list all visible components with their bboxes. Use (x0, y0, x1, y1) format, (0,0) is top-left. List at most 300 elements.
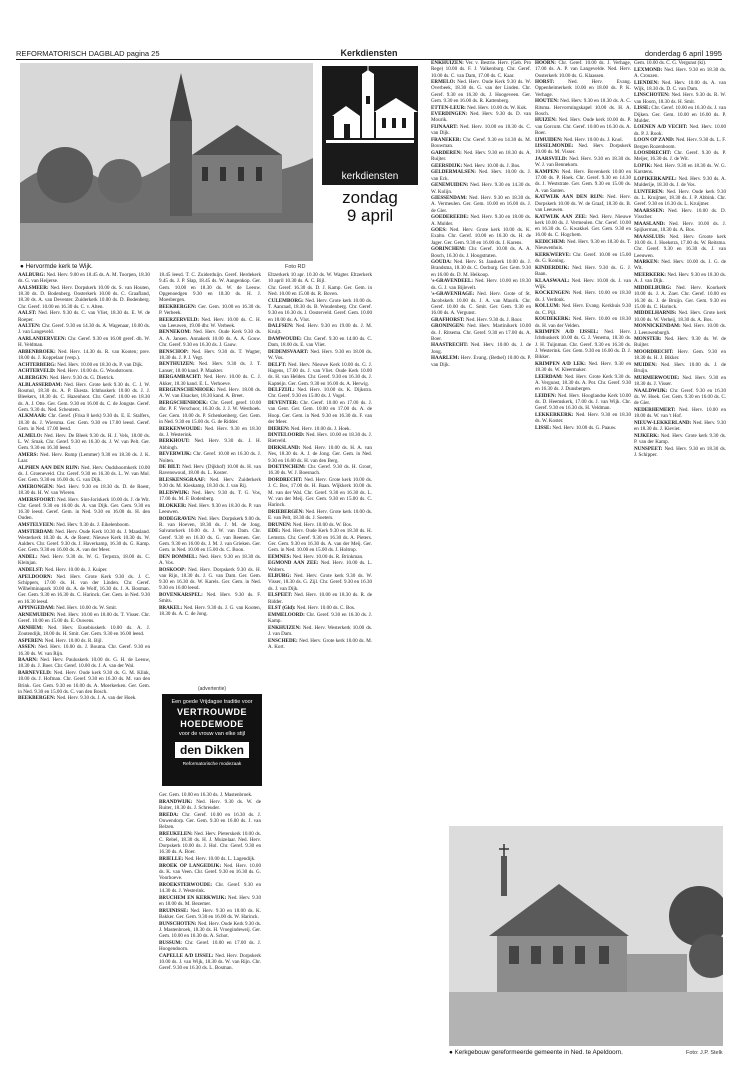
listing-services: Ned. Herv. 10.00 ds. P. J. Rook. (634, 124, 726, 137)
listing-services: Ned. Herv. 10.00 en 18.30 ds. G. J. van Bijlevelt. (431, 278, 531, 291)
ad-intro: Een goede Vrijdagse traditie voor (171, 699, 253, 705)
listing-services: Ned. Herv. 10.00 ds. W. Kok. (467, 104, 528, 111)
listing-services: Chr. Geref. 10.00 en 17.00 ds. J. van Gent. Ger. Gem. 10.00 en 17.00 ds. A. de Hoop. Ger. Gem. in Ned. 9.30 en 16.30 ds. F. van der Meer. (268, 400, 372, 425)
church-listing-entry (18, 529, 150, 554)
listing-place: LUNTEREN: (634, 188, 665, 195)
church-listing-entry (18, 644, 150, 657)
church-photo-apeldoorn (449, 826, 723, 1046)
church-listing-entry (535, 214, 631, 239)
listing-services: Ned. Herv. Bovenkerk 10.00 en 17.00 ds. P. Hoek. Chr. Geref. 9.30 en 14.30 ds. J. Weststrate. Ger. Gem. 9.30 en 15.00 ds. A. van Santen. (535, 168, 631, 194)
listing-services: Chr. Geref. 10.00 en 16.30 ds. J. Ouwendorp. Ger. Gem. 9.30 en 16.00 ds. J. van Belzen. (159, 811, 261, 831)
listing-place: ACHTERBERG: (18, 361, 56, 368)
listing-services: Ned. Herv. Grote kerk 9.30 ds. W. Visser, 18.30 ds. G. Zijl. Chr. Geref. 9.30 en 16.30 ds. J. van Dijk. (268, 573, 372, 592)
listing-place: GIESSENDAM: (431, 195, 467, 202)
church-listing-entry (18, 336, 150, 349)
listing-services: Ned. Herv. 9.30 en 18.30 ds. W. G. Karstens. (634, 163, 726, 176)
listing-place: DE BILT: (159, 464, 181, 471)
church-listing-entry (634, 285, 726, 310)
listing-place: DEDEMSVAART: (268, 348, 309, 355)
church-listing-entry (159, 605, 261, 618)
listing-services: Chr. Geref. 9.30 en 14.30 ds. J. Westerink. (159, 881, 261, 895)
listing-place: AMSTERDAM: (18, 528, 54, 535)
church-listing-entry (159, 387, 261, 400)
church-listing-entry (159, 882, 261, 895)
listing-services: Ned. Herv. Ichthuskerk 10.00 ds. G. J. Venema, 18.30 ds. J. H. Tuijnman. Chr. Geref. 9.30 en 16.30 ds. J. Westerink. Ger. Gem. 9.30 en 16.00 ds. D. J. Bikker. (535, 329, 631, 361)
listing-services: Ned. Herv. 10.00 ds. J. Bouma. Chr. Geref. 9.30 en 16.30 ds. W. van Rijn. (18, 644, 150, 657)
listing-services: Ger. Gem. 10.00 en 16.30 ds. J. Mastenbroek. (159, 792, 253, 798)
listing-services: Ned. Herv. Evang. Oppenheimerkerk 10.00 en 18.00 ds. P. K. Verhage. (535, 79, 631, 98)
listing-services: Ned. Herv. Pauluskerk 10.00 ds. G. H. de Leeuw, 18.30 ds. J. Boer. Chr. Geref. 10.00 ds. J. A. van der Wal. (18, 657, 150, 670)
church-listing-entry (431, 169, 531, 182)
listing-place: MUIDEN: (634, 361, 657, 368)
church-listing-entry (268, 554, 372, 560)
listing-services: Ned. Herv. Oudshoornkerk 10.00 ds. J. Groeneveld. Chr. Geref. 9.30 en 16.30 ds. L. W. van Mol. Ger. Gem. 9.30 en 16.00 ds. G. van Dijk. (18, 464, 150, 484)
listing-services: Ver. v. Bestrie. Herv. (Geb. Pro Rege) 10.00 ds. F. J. Valkenburg. Chr. Geref. 10.00 ds. C. van Dam, 17.00 ds. C. Kaar. (431, 60, 531, 79)
listing-place: MURMERWOUDE: (634, 374, 680, 381)
listing-place: GELDERMALSEN: (431, 169, 477, 176)
church-listing-entry (634, 446, 726, 459)
listing-place: ENSCHEDE: (268, 637, 298, 644)
listing-services: Ned. Herv. 10.00 ds. J. Leeuwenburgh. (634, 323, 726, 336)
listing-place: BRUCHEM EN KERKWIJK: (159, 894, 227, 901)
church-listing-entry (535, 194, 631, 213)
listing-place: GARDEREN: (431, 149, 462, 156)
bottom-photo-credit: Foto: J.P. Stelk (686, 1050, 723, 1056)
church-listing-entry (159, 464, 261, 477)
listing-place: MAARSSEN: (634, 208, 665, 215)
listing-services: Ned. Herv. 10.00 ds. L. Wolters. (268, 560, 372, 573)
listing-place: BEEKBERGEN: (159, 303, 197, 310)
church-listing-entry (268, 573, 372, 592)
listing-services: Chr. Geref. 10.00 en 16.30 ds. J. van Dijken. Ger. Gem. 10.00 en 16.00 ds. P. Mulder. (634, 105, 726, 124)
listing-services: Ned. Herv. 10.00 ds. G. Woudstroom. (56, 368, 134, 375)
listing-place: BLESKENSGRAAF: (159, 477, 206, 484)
listing-services: Ned. Herv. 9.30 en 18.30 ds. A. Vermeulen. Ger. Gem. 10.00 en 16.00 ds. J. de Gier. (431, 195, 531, 214)
church-listing-entry (268, 560, 372, 573)
listing-place: KOLLUM: (535, 303, 560, 310)
listing-place: BERGSCHENHOEK: (159, 400, 208, 407)
church-listing-entry (159, 921, 261, 940)
listing-place: DEN BOMMEL: (159, 553, 198, 560)
listing-place: KOUDEKERK: (535, 316, 571, 323)
listing-services: Ned. Herv. 9.30 ds. A. Mulderije, 18.30 ds. J. de Vos. (634, 176, 726, 189)
listing-place: ETTEN-LEUR: (431, 104, 466, 111)
church-listing-entry (159, 400, 261, 425)
listing-place: ELST (Gld): (268, 605, 296, 612)
church-listing-entry (268, 522, 372, 528)
listing-services: Ned. Herv. 9.30 ds. J. A. van der Hoek. (56, 695, 137, 702)
church-listing-entry (535, 361, 631, 374)
listing-services: Ned. Herv. 10.00 ds. D. Visscher. (634, 208, 726, 221)
listing-services: Ned. Herv. Westerkerk 10.00 ds. J. van Dam. (268, 624, 372, 637)
listing-services: Ned. Herv. 9.30 en 18.30 ds. A. Ruijter. (431, 149, 531, 163)
kerkdiensten-logo (322, 66, 418, 168)
listing-column-2-top (159, 272, 261, 682)
church-listing-entry (18, 465, 150, 484)
listing-services: Chr. Geref. 9.30 en 16.30 ds. W. Hoek. Ger. Gem. 9.30 en 16.00 ds. C. de Gier. (634, 387, 726, 407)
church-listing-entry (634, 336, 726, 349)
listing-services: Ned. Herv. 10.00 en 18.30 ds. C. van Dijk. (431, 124, 531, 137)
church-listing-entry (159, 792, 261, 798)
listing-place: BREDA: (159, 811, 179, 818)
listing-services: Ned. Herv. 10.00 ds. J. van Wijk. (535, 277, 631, 290)
listing-place: BREUKELEN: (159, 830, 193, 837)
listing-services: Ned. Herv. 10.00 ds. A. van Wijk, 18.30 ds. D. C. van Dam. (634, 79, 726, 92)
listing-services: Chr. Geref. 9.30 en 16.00 geref. dh. W. H. Veldman. (18, 336, 150, 349)
church-listing-entry (268, 272, 372, 285)
newspaper-pagination: REFORMATORISCH DAGBLAD pagina 25 (16, 49, 160, 58)
listing-place: BLEISWIJK: (159, 489, 190, 496)
listing-services: Herv. Gem. 9.30 en 18.30 ds. H. J. Bikker. (634, 349, 726, 362)
church-listing-entry (535, 316, 631, 329)
listing-services: Ned. Herv. Oude kerk 9.30 ds. G. M. Klink, 18.00 ds. J. Hofman. Chr. Geref. 9.30 en 16.30 ds. M. van den Brink. Ger. Gem. 9.30 en 16.00 ds. A. Moerkerken. Ger. Gem. in Ned. 9.30 en 15.00 ds. C. van den Bosch. (18, 670, 150, 695)
listing-place: ASPEREN: (18, 637, 44, 644)
listing-services: Chr. Geref. 16.30 ds. D. J. Kamp. Ger. Gem. in Ned. 10.00 en 15.00 ds. R. Boven. (268, 284, 372, 298)
listing-services: Ned. Herv. 10.00 ds. R. Bijl. (44, 637, 103, 644)
church-listing-entry (634, 124, 726, 137)
church-listing-entry (18, 349, 150, 362)
listing-place: AMERS: (18, 451, 39, 458)
church-listing-entry (18, 272, 150, 285)
church-listing-entry (634, 310, 726, 323)
church-apeldoorn-illustration (449, 826, 723, 1046)
listing-services: Ned. Herv. Pieterskerk 10.00 ds. C. Rebel, 18.30 ds. H. J. Muizelaar. Ned. Herv. Dorpskerk 10.00 ds. J. Hol. Chr. Geref. 9.30 en 16.30 ds. A. Boer. (159, 830, 261, 856)
church-listing-entry (18, 554, 150, 567)
church-listing-entry (268, 426, 372, 432)
church-listing-entry (634, 189, 726, 208)
listing-services: Ned. Herv. 10.00 en 18.30 ds. R. de Ridder. (268, 592, 372, 605)
church-listing-entry (634, 375, 726, 388)
church-listing-entry (634, 208, 726, 221)
listing-services: Ned. Herv. 9.30 ds. L. F. Bergen Rozenboom. (634, 137, 726, 150)
church-listing-entry (431, 163, 531, 169)
listing-services: Ned. Herv. 10.00 en 18.30 ds. H. van der Velden. (535, 316, 631, 329)
church-listing-entry (634, 420, 726, 433)
listing-place: EMMELOORD: (268, 611, 305, 618)
listing-services: Chr. Geref. 9.30 en 14.00 ds. C. Dam, 18.00 ds. E. van Vliet. (268, 336, 372, 349)
listing-place: AMSTELVEEN: (18, 522, 55, 528)
listing-place: ALBERGEN: (18, 375, 49, 382)
listing-services: Ned. Herv. 10.00 ds. J. Hoek. (290, 425, 351, 432)
church-listing-entry (535, 412, 631, 425)
listing-services: Ned. Herv. 14.30 ds. R. van Kooten; prev. 18.00 ds. J. Koppelaar (vesp.). (18, 348, 150, 362)
listing-services: Ned. Herv. 10.00 en 18.30 ds. J. Rietveld. (268, 432, 372, 445)
listing-place: MAASLAND: (634, 220, 666, 227)
church-listing-entry (634, 234, 726, 259)
church-listing-entry (159, 554, 261, 567)
listing-services: Chr. Geref. 9.30 en 16.30 ds. J. Kamp. (268, 611, 372, 625)
church-listing-entry (634, 388, 726, 407)
listing-services: Ned. Herv. Grote kerk 10.00 ds. E. van Pelt, 18.30 ds. J. Soeters. (268, 508, 372, 521)
listing-place: APPINGEDAM: (18, 605, 55, 612)
listing-services: Gem. 10.00 ds. C. G. Vergunst (ki). (634, 60, 707, 66)
listing-place: GENEMUIDEN: (431, 182, 469, 189)
listing-place: ELBURG: (268, 573, 292, 580)
listing-place: ENKHUIZEN: (431, 60, 464, 66)
church-listing-entry (535, 303, 631, 316)
listing-services: Ned. Herv. Zuiderkerk 9.30 ds. M. Kieskamp, 18.30 ds. J. van Rij. (159, 477, 261, 490)
church-listing-entry (268, 432, 372, 445)
listing-services: Ned. Herv. 10.00 ds. L. Lagendijk. (184, 856, 256, 863)
listing-services: Ned. Herv. Oude Kerk 9.30 ds. A. A. Jansen. Annakerk 10.00 ds. A. A. Gouw. Chr. Geref. 9.30 en 16.30 ds. J. Gauw. (159, 329, 261, 348)
church-listing-entry (634, 163, 726, 176)
listing-place: HORST: (535, 79, 555, 86)
church-listing-entry (535, 329, 631, 360)
listing-services: Ned. Herv. Grote kerk 10.00 ds. J. C. Bos, 17.00 ds. H. Baan. Wijkkerk 10.00 ds. M. van der Wal. Chr. Geref. 9.30 en 16.30 ds. L. W. van der Meij. Ger. Gem. 9.30 en 15.00 ds. C. Harinck. (268, 477, 372, 509)
church-listing-entry (268, 298, 372, 323)
listing-place: DRIEBERGEN: (268, 508, 304, 515)
church-listing-entry (431, 182, 531, 195)
church-listing-entry (18, 310, 150, 323)
church-listing-entry (634, 80, 726, 93)
listing-services: Ned. Herv. 9.30 en 18.30 ds. A. Crouzen. (634, 66, 726, 79)
listing-place: BODEGRAVEN: (159, 515, 197, 522)
listing-services: Ned. Herv. 9.30 ds. T. G. Vos, 17.00 ds. M. F. Bodenberg. (159, 489, 261, 503)
listing-services: Ned. Herv. Grote kerk 10.00 ds. K. Exalto. Chr. Geref. 10.00 en 16.30 ds. H. de Jager. Ger. Gem. 9.30 en 16.00 ds. J. Karens. (431, 227, 531, 246)
listing-services: Ned. Herv. 9.30 ds. W. de Ruiter, 18.30 ds. J. Schreuder. (159, 798, 261, 811)
advertisement-den-dikken[interactable] (162, 694, 262, 786)
listing-services: Ned. Herv. 9.30 en 18.30 ds. A. J. van Dijk. (634, 272, 726, 285)
church-listing-entry (535, 117, 631, 136)
listing-services: Ned. Herv. 9.30 ds. R. W. van Hoorn, 18.30 ds. H. Smit. (634, 92, 726, 105)
listing-place: 's-GRAVENDEEL: (431, 278, 474, 285)
listing-place: ARNHEM: (18, 624, 43, 631)
photo-credit: Foto RD (285, 264, 306, 270)
listing-services: Ned. Herv. 10.00 en 18.30 ds. J. Verdonk. (535, 290, 631, 303)
church-listing-entry (159, 374, 261, 387)
listing-services: Ned. Herv. 10.00 ds. J. Knol. (563, 136, 623, 143)
listing-place: 's-GRAVENHAGE: (431, 291, 475, 298)
listing-place: DIRKSLAND: (268, 445, 301, 452)
listing-services: Ned. Herv. Nieuwe kerk 10.00 ds. J. Vermeulen. Chr. Geref. 10.00 en 16.30 ds. G. Kwakkel. Ger. Gem. 9.30 en 16.00 ds. C. Hogchem. (535, 213, 631, 239)
listing-place: KINDERDIJK: (535, 264, 570, 271)
listing-place: MOORDRECHT: (634, 349, 674, 356)
church-listing-entry (18, 484, 150, 497)
listing-place: MAASSLUIS: (634, 233, 666, 240)
church-listing-entry (159, 317, 261, 330)
church-listing-entry (431, 105, 531, 111)
church-listing-entry (18, 574, 150, 605)
listing-place: ARNEMUIDEN: (18, 611, 56, 618)
listing-place: GEERSDIJK: (431, 162, 463, 169)
church-listing-entry (18, 368, 150, 374)
church-listing-entry (634, 221, 726, 234)
listing-place: NUNSPEET: (634, 445, 663, 452)
listing-place: EGMOND AAN ZEE: (268, 560, 319, 567)
listing-services: Ned. Herv. 10.00 ds. C. J. Akker, 18.30 kand. E. L. Verhoeve. (159, 374, 261, 387)
listing-services: Herv. Evang. (Bethel) 10.00 ds. P. van Dijk. (431, 355, 531, 368)
listing-services: Ned. Herv. 9.30 en 18.30 ds. W. Koster. (535, 411, 631, 425)
listing-place: LIENDEN: (634, 79, 659, 86)
listing-services: Ned. Herv. Grote kerk 10.00 ds. M. A. Kort. (268, 637, 372, 650)
church-listing-entry (159, 477, 261, 490)
listing-services: Ned. Herv. 18.00 ds. A. W. van Elsacker, 18.30 kand. A. Breet. (159, 387, 261, 400)
listing-place: LEERDAM: (535, 373, 563, 380)
listing-services: Ned. Herv. Oude kerk 9.30 ds. L. Kruijmer, 18.30 ds. J. P. Abbink. Chr. Geref. 9.30 en 16.30 ds. L. Kruijmer. (634, 188, 726, 208)
listing-place: AALTEN: (18, 323, 41, 330)
church-listing-entry (431, 342, 531, 355)
listing-services: Ned. Herv. Dorpskerk 10.00 ds. S. van Houten, 18.30 ds. D. Bodenberg. Oosterkerk 10.00 ds. C. Graafland, 18.30 ds. A. van Deventer. Zuiderkerk 10.00 ds. D. Bodenberg. Chr. Geref. 10.00 en 16.30 ds. C. v. Alten. (18, 284, 150, 310)
listing-place: BEERZERVELD: (159, 316, 200, 323)
listing-place: ASSEN: (18, 644, 37, 651)
church-listing-entry (431, 60, 531, 79)
church-listing-entry (535, 98, 631, 117)
listing-place: ABBENBROEK: (18, 348, 56, 355)
listing-place: CAPELLE A/D IJSSEL: (159, 952, 214, 959)
listing-place: DALFSEN: (268, 323, 294, 330)
listing-place: HOORN: (535, 60, 556, 66)
church-listing-entry (634, 60, 726, 66)
listing-place: KERKWERVE: (535, 251, 571, 258)
listing-services: Chr. Geref. geref. 10.00 dhr. P. F. Verschoor, 16.30 ds. J. J. W. Westhoek. Ger. Gem. 10.00 ds. P. Schenkenberg. Ger. Gem. in Ned. 9.30 en 15.00 ds. G. de Ridder. (159, 400, 261, 425)
listing-services: Ned. Herv. Grote kerk 9.30 ds. C. J. W. Rosmul, 18.30 ds. A. P. Ekesta. Ichthuskerk 10.00 ds. J. J. Bleekers, 18.30 ds. C. Hazenhoot. Chr. Geref. 10.00 en 18.30 ds. A. J. Otte. Ger. Gem. 9.30 en 16.00 ds. C. de Jongste. Geref. Gem. 9.30 ds. Ned. Scheutem. (18, 381, 150, 413)
listing-place: LEKKERKERK: (535, 411, 574, 418)
listing-place: MARKEN: (634, 259, 659, 266)
church-listing-entry (431, 79, 531, 104)
listing-column-3 (268, 272, 372, 1057)
listing-services: Chr. Geref. 9.30 en 14.30 ds. M. Bouwman. (431, 136, 531, 150)
listing-place: DELFT: (268, 361, 287, 368)
listing-place: KATWIJK AAN DEN RIJN: (535, 194, 604, 201)
listing-services: Ned. Herv. 9.30 ds. J. G. van Kooten, 18.30 ds. A. C. de Jong. (159, 604, 261, 618)
church-listing-entry (18, 612, 150, 625)
church-listing-entry (18, 375, 150, 381)
listing-place: FRANEKER: (431, 136, 462, 143)
church-listing-entry (159, 490, 261, 503)
church-listing-entry (431, 124, 531, 137)
listing-services: Chr. Geref. 10.00 en 16.30 ds. J. Noiten. (159, 451, 261, 464)
church-listing-entry (268, 528, 372, 553)
listing-services: Ned. Herv. 9.30 ds. D. van Mourik. (431, 111, 531, 124)
listing-place: LOPIK: (634, 163, 653, 170)
listing-services: Ned. Herv. 9.30 ds. G. J. Baan. (535, 264, 631, 277)
church-listing-entry (535, 156, 631, 169)
listing-place: DIEREN: (268, 425, 290, 432)
church-listing-entry (634, 407, 726, 420)
listing-place: HUIZEN: (535, 117, 557, 124)
listing-services: Ned. Herv. 9.30 en 14.30 ds. W. Kolijn. (431, 182, 531, 195)
church-listing-entry (18, 452, 150, 465)
listing-services: Ned. Herv. Grote kerk 9.30 ds. P. van der Kamp. (634, 432, 726, 445)
listing-place: ALBLASSERDAM: (18, 381, 63, 388)
church-listing-entry (268, 323, 372, 336)
listing-place: APELDOORN: (18, 573, 53, 580)
church-listing-entry (159, 895, 261, 908)
church-listing-entry (18, 522, 150, 528)
listing-services: Ned. Herv. Oude Kerk 10.30 ds. J. Maasland. Westerkerk 10.30 ds. A. de Roest. Nieuwe Kerk 10.30 ds. W. Aalders. Chr. Geref. 9.30 ds. J. Haverkamp, 16.30 ds. G. Kamp. Ger. Gem. 9.30 en 16.00 ds. A. van der Meer. (18, 528, 150, 554)
listing-services: 18.45 leesd. T. C. Zuiderduijn. Geref. Herdekerk 9.45 ds. J. P. Slap, 18.45 ds. W. Aangenkop. Ger. Gem. 10.00 en 18.30 ds. W. de Leeuw. Opgenoedgen 9.30 en 18.30 ds. H. J. Moesbergen. (159, 272, 261, 303)
church-listing-entry (159, 863, 261, 882)
listing-services: Chr. Geref. 10.00 ds. A. A. Bosch, 16.30 ds. J. Hoogstraten. (431, 246, 531, 259)
listing-services: Ned. Herv. 10.00 ds. J. de Jong. (431, 342, 531, 355)
listing-place: KAMPEN: (535, 168, 560, 175)
listing-column-5 (535, 60, 631, 825)
church-listing-entry (535, 425, 631, 431)
listing-services: Ned. Herv. 9.30 ds. J. Eikelenboom. (56, 522, 130, 528)
listing-place: BERGENSCHENHOEK: (159, 387, 216, 394)
section-title: Kerkdiensten (340, 48, 398, 58)
listing-place: IJMUIDEN: (535, 136, 563, 143)
advertisement-tag: (advertentie) (197, 686, 227, 692)
church-photo-wijk (20, 63, 313, 261)
listing-services: Ned. Herv. Oude kerk 10.00 ds. P. van Gorcum. Chr. Geref. 10.00 en 16.30 ds. A. Boer. (535, 117, 631, 136)
listing-place: MONSTER: (634, 336, 662, 343)
listing-place: KLAASWAAL: (535, 277, 570, 284)
listing-place: KRIMPEN A/D IJSSEL: (535, 329, 599, 336)
listing-services: Chr. Geref. 9.30 ds. P. Meijer, 16.30 ds. J. de Wit. (634, 150, 726, 163)
listing-place: BEEKBERGEN: (18, 695, 56, 702)
listing-services: Ned. Herv. Oude Kerk 9.30 en 18.30 ds. H. Lemstra. Chr. Geref. 9.30 en 16.30 ds. A. Pieters. Ger. Gem. 9.30 en 16.30 ds. A. van der Meij. Ger. Gem. in Ned. 10.00 en 15.00 ds. J. Holtrop. (268, 528, 372, 553)
listing-place: EEMNES: (268, 553, 292, 560)
church-listing-entry (159, 272, 261, 303)
photo-caption: ● Hervormde kerk te Wijk. (20, 263, 93, 270)
church-listing-entry (535, 252, 631, 265)
ad-headline-2: HOEDEMODE (180, 719, 244, 729)
church-listing-entry (535, 393, 631, 412)
church-listing-entry (159, 799, 261, 812)
church-listing-entry (535, 239, 631, 252)
listing-place: NIEUW-LEKKERLAND: (634, 419, 692, 426)
church-photo-illustration (20, 63, 313, 261)
listing-services: Ned. Herv. 10.00 ds. J. Spijkerman, 18.30 ds. A. Bos. (634, 220, 726, 234)
listing-services: Chr. Geref. (Frisa 8 kerk) 9.30 ds. E. E. Stalfers, 18.30 ds. J. Wiersma. Ger. Gem. 9.30 en 17.00 leesd. Geref. Gem. in Ned. 17.00 leesd. (18, 413, 150, 432)
listing-place: BLOKKER: (159, 502, 187, 509)
listing-place: NEDERHEMERT: (634, 406, 676, 413)
church-listing-entry (634, 176, 726, 189)
church-logo-icon (322, 66, 418, 168)
listing-place: GOES: (431, 227, 447, 234)
church-listing-entry (268, 612, 372, 625)
listing-services: Ned. Herv. 9.30 ds. J. Roor. (465, 316, 523, 323)
church-listing-entry (159, 516, 261, 554)
listing-place: ALPHEN AAN DEN RIJN: (18, 464, 80, 471)
church-listing-entry (18, 638, 150, 644)
listing-services: Ned. Herv. 9.30 ds. T. Wagter, 18.30 ds. J. P. J. Vegt. (159, 348, 261, 361)
listing-services: Ned. Herv. Koorkerk 10.00 ds. J. A. Zoet. Chr. Geref. 10.00 en 16.30 ds. J. de Bruijn. Ger. Gem. 9.30 en 15.00 ds. C. Harinck. (634, 285, 726, 310)
listing-services: Ned. Herv. Martinikerk 10.00 ds. J. Ritsema. Chr. Geref. 9.30 en 17.00 ds. A. Boer. (431, 323, 531, 342)
church-listing-entry (159, 361, 261, 374)
listing-place: AALST: (18, 310, 37, 317)
church-listing-entry (268, 477, 372, 508)
church-listing-entry (159, 503, 261, 516)
church-listing-entry (634, 105, 726, 124)
listing-services: Ned. Herv. 9.30 ds. W. de Ruijter. (634, 336, 726, 349)
listing-place: FIJNAART: (431, 124, 458, 131)
listing-services: Chr. Geref. 9.30 ds. H. Groot, 16.30 ds. W. J. Boesnach. (268, 464, 372, 477)
listing-place: GORINCHEM: (431, 246, 466, 253)
listing-place: BRANDWIJK: (159, 798, 193, 805)
listing-place: LISSE: (634, 105, 651, 112)
bottom-photo-caption: ● Kerkgebouw gereformeerde gemeente in Ned. te Apeldoorn. (449, 1049, 623, 1056)
church-listing-entry (18, 413, 150, 432)
listing-place: ANDELST: (18, 566, 44, 573)
listing-services: Ned. Herv. Hooglandse Kerk 10.00 ds. D. Heemskerk, 17.00 ds. J. van Wijk. Chr. Geref. 9.30 en 16.30 ds. H. Veldman. (535, 392, 631, 412)
church-listing-entry (535, 278, 631, 291)
sunday-label: zondag (342, 188, 398, 207)
sunday-date-block (322, 186, 418, 224)
listing-place: LISSE: (535, 424, 552, 431)
church-listing-entry (18, 670, 150, 695)
listing-services: Ned. Herv. 10.00 ds. K. van Veen. Chr. Geref. 9.30 en 16.30 ds. G. Voorhoeve. (159, 862, 261, 882)
church-listing-entry (431, 137, 531, 150)
listing-place: HAASTRECHT: (431, 342, 468, 349)
listing-place: ENKHUIZEN: (268, 624, 301, 631)
listing-services: Chr. Geref. 10.00 ds. J. Verhage, 17.00 ds. A. P. van Langevelde. Ned. Herv. Oosterkerk 10.00 ds. G. Klaassen. (535, 60, 631, 79)
listing-place: BENNEKOM: (159, 329, 191, 336)
listing-services: Ned. Herv. Rump (Lemmer) 9.30 en 18.30 ds. J. K. Laar. (18, 451, 150, 464)
church-listing-entry (18, 285, 150, 310)
listing-place: BUNSCHOTEN: (159, 920, 197, 927)
